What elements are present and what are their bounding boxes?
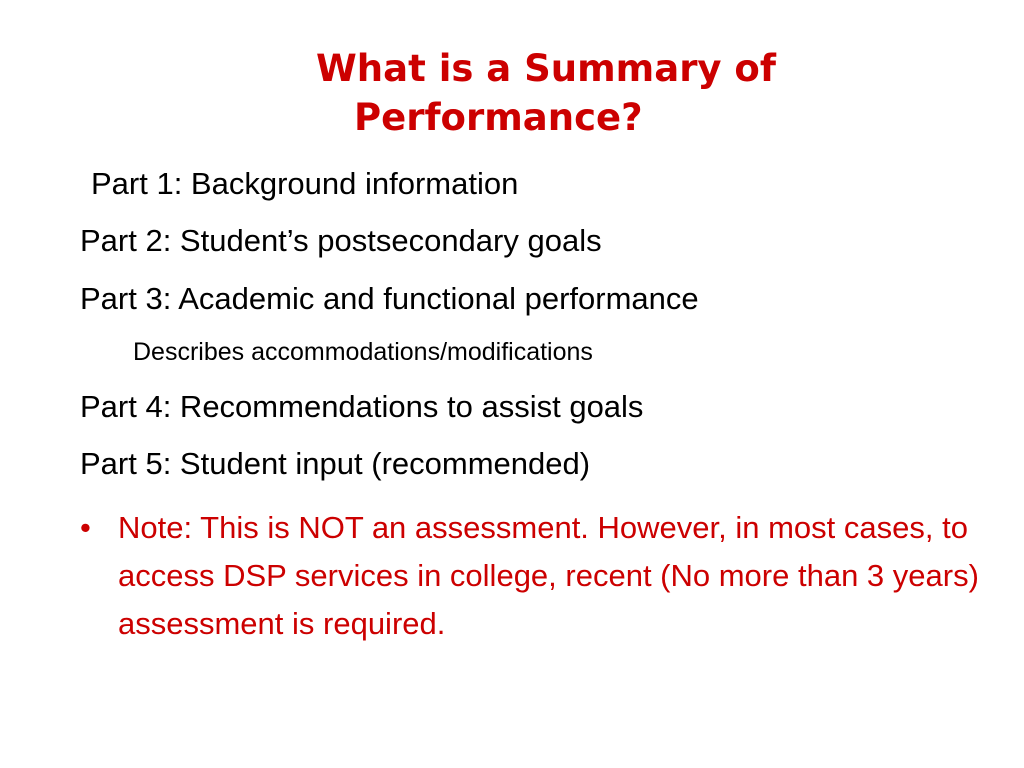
part-4-line: Part 4: Recommendations to assist goals <box>80 389 644 424</box>
part-3-subline: Describes accommodations/modifications <box>133 338 593 366</box>
title-line-1: What is a Summary of <box>316 47 776 90</box>
part-1-line: Part 1: Background information <box>91 166 519 201</box>
bullet-icon: • <box>80 510 91 545</box>
part-5-line: Part 5: Student input (recommended) <box>80 446 591 481</box>
note-text: Note: This is NOT an assessment. However, in most cases, to access DSP services in college, recent (No more than 3 years) assessment is required. <box>118 510 979 641</box>
title-line-2: Performance? <box>354 96 643 139</box>
part-3-line: Part 3: Academic and functional performance <box>80 281 699 316</box>
part-2-line: Part 2: Student’s postsecondary goals <box>80 223 602 258</box>
